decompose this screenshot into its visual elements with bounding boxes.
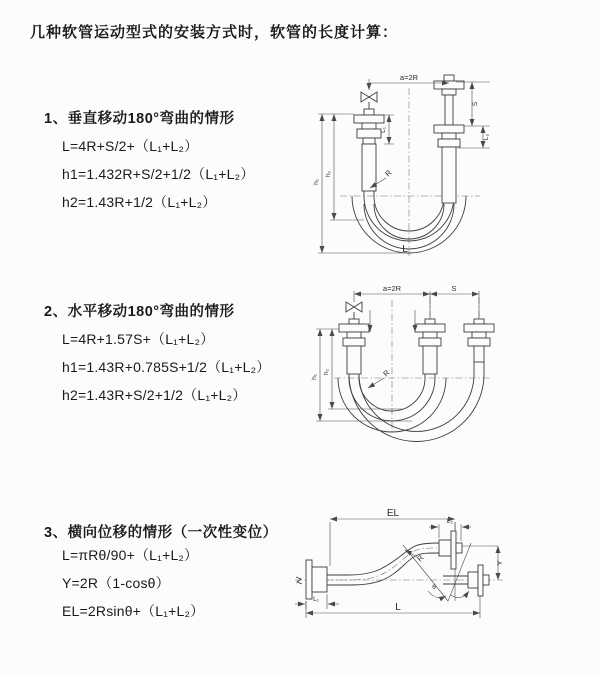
braided-section [442, 147, 456, 203]
page-title: 几种软管运动型式的安装方式时，软管的长度计算： [30, 24, 399, 41]
radius-label: R [383, 167, 394, 179]
radius-label: R [381, 367, 392, 379]
section-1-formula-h2: h2=1.43R+1/2（L₁+L₂） [62, 194, 217, 210]
braided-section [347, 346, 361, 374]
dim-s-label: S [472, 101, 479, 107]
left-fitting [339, 319, 369, 374]
top-right-flange [439, 531, 462, 569]
section-3-formula-Y: Y=2R（1-cosθ） [62, 575, 170, 591]
dim-a2r-label: a=2R [399, 73, 419, 82]
right-fitting [434, 75, 464, 203]
radius-leader [368, 378, 384, 388]
break-symbol [296, 577, 302, 584]
section-1-formula-L: L=4R+S/2+（L₁+L₂） [62, 138, 199, 154]
valve-icon [361, 92, 377, 109]
section-1-heading: 1、垂直移动180°弯曲的情形 [44, 111, 235, 127]
left-flange [306, 560, 327, 599]
dim-l1-label: L₁ [380, 127, 387, 133]
section-2-formula-h1: h1=1.43R+0.785S+1/2（L₁+L₂） [62, 359, 271, 375]
dim-y-label: Y [495, 560, 504, 566]
section-3-formula-L: L=πRθ/90+（L₁+L₂） [62, 547, 199, 563]
right-fitting [464, 319, 494, 362]
middle-fitting [415, 319, 445, 374]
braided-section [423, 346, 437, 374]
dim-s-label: S [451, 284, 457, 293]
section-2-formula-L: L=4R+1.57S+（L₁+L₂） [62, 331, 215, 347]
dim-l1-label: L₁ [313, 596, 319, 603]
diagram-horizontal-180-bend [302, 282, 597, 462]
braided-section [362, 144, 376, 191]
radius-label: R [415, 553, 426, 564]
diagram-vertical-180-bend [306, 70, 591, 260]
dim-el-label: EL [386, 508, 400, 519]
dim-h1-label: h₁ [311, 374, 318, 380]
dim-h2-label: h₂ [323, 368, 330, 376]
left-fitting [354, 109, 384, 191]
valve-icon [346, 302, 362, 319]
theta-label: θ [432, 584, 436, 591]
dim-h1-label: h₁ [313, 179, 320, 185]
dim-h2-label: h₂ [325, 170, 332, 178]
right-flange-original [443, 565, 489, 596]
length-label: L [402, 244, 408, 255]
dim-a2r-label: a=2R [382, 284, 402, 293]
dim-l2-label: L₂ [483, 133, 490, 141]
section-3-formula-EL: EL=2Rsinθ+（L₁+L₂） [62, 603, 205, 619]
diagram-lateral-displacement [293, 503, 600, 653]
dim-l2-label: L₂ [446, 518, 454, 525]
dim-l-label: L [395, 602, 401, 613]
section-3-heading: 3、横向位移的情形（一次性变位） [44, 525, 278, 541]
s-curve-hose [327, 543, 439, 585]
section-2-heading: 2、水平移动180°弯曲的情形 [44, 304, 235, 320]
section-1-formula-h1: h1=1.432R+S/2+1/2（L₁+L₂） [62, 166, 255, 182]
section-2-formula-h2: h2=1.43R+S/2+1/2（L₁+L₂） [62, 387, 247, 403]
